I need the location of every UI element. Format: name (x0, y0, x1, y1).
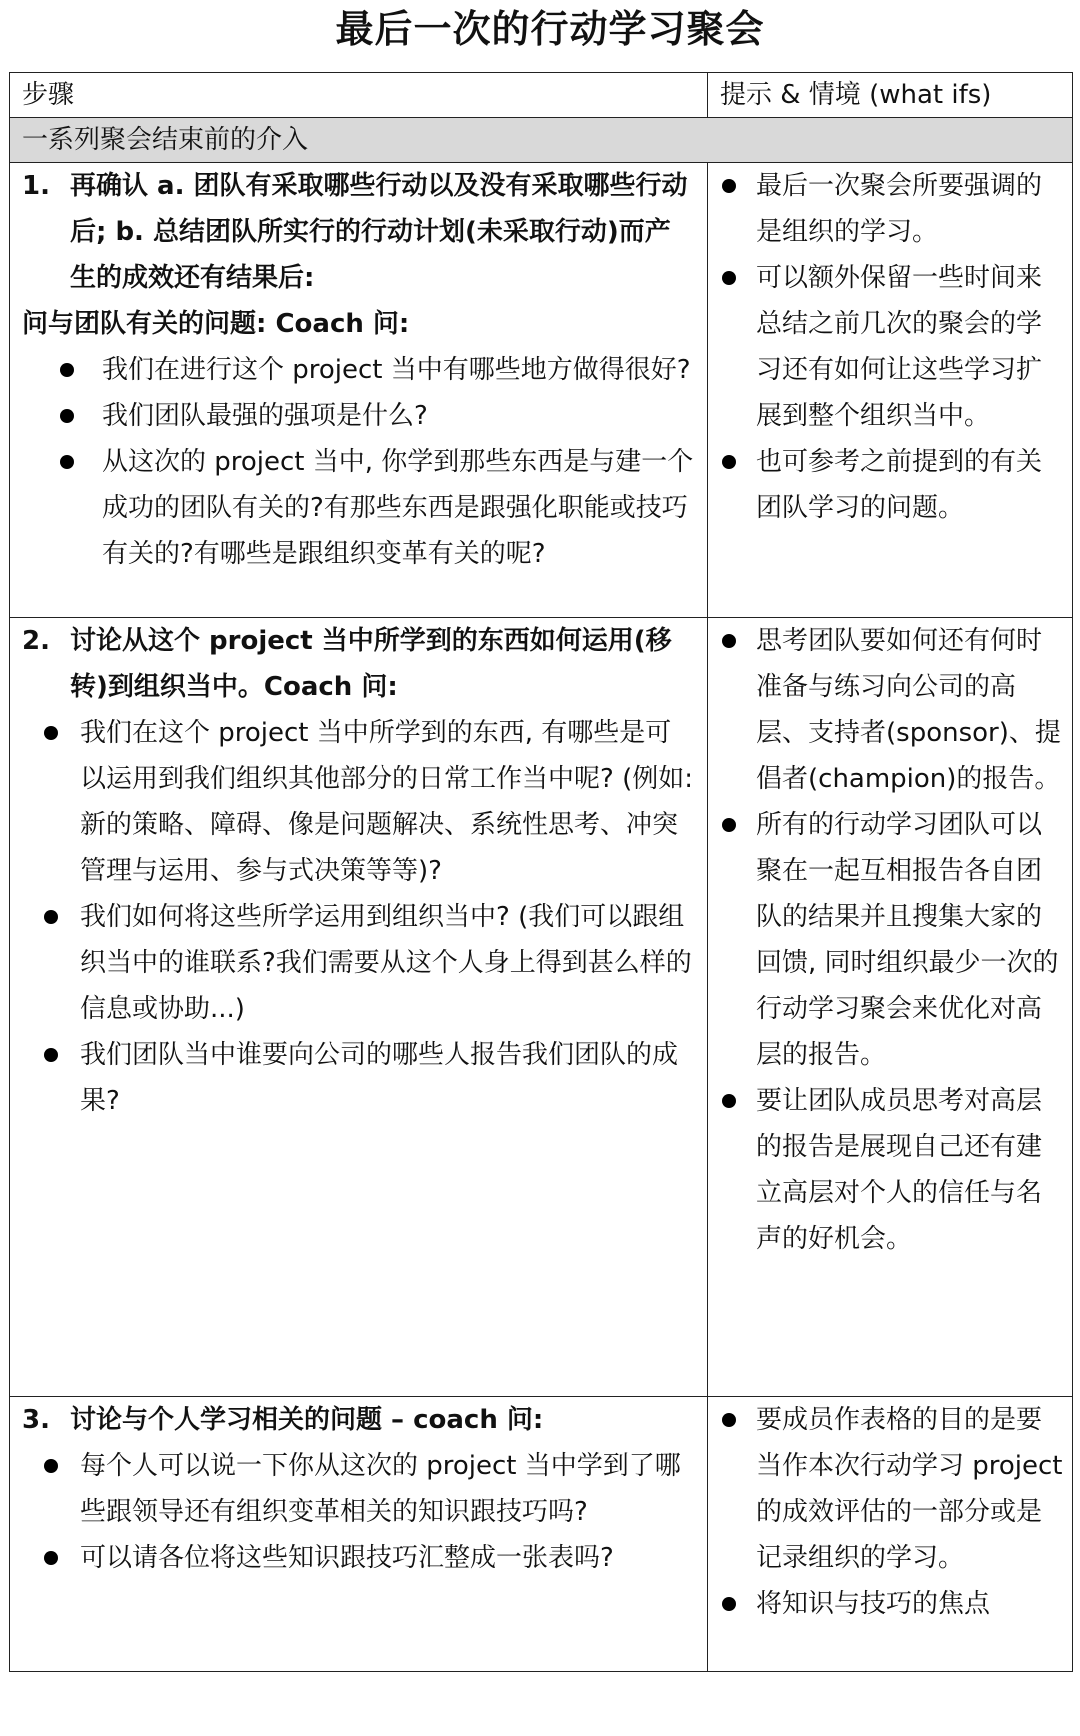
steps-cell (10, 1397, 708, 1672)
step-heading (22, 1397, 695, 1443)
steps-cell (10, 163, 708, 618)
tips-cell (708, 163, 1073, 618)
bullet-icon (60, 409, 74, 423)
table-row (10, 618, 1073, 1397)
list-item: 可以额外保留一些时间来总结之前几次的聚会的学习还有如何让这些学习扩展到整个组织当中。 (722, 255, 1066, 439)
list-item: 要成员作表格的目的是要当作本次行动学习 project 的成效评估的一部分或是记录组织的学习。 (722, 1397, 1066, 1581)
table-row (10, 1397, 1073, 1672)
bullet-icon (60, 455, 74, 469)
list-item: 所有的行动学习团队可以聚在一起互相报告各自团队的结果并且搜集大家的回馈, 同时组织最少一次的行动学习聚会来优化对高层的报告。 (722, 802, 1066, 1078)
bullet-icon (722, 818, 736, 832)
bullet-icon (44, 726, 58, 740)
header-steps: 步骤 (10, 73, 708, 118)
list-item: 我们如何将这些所学运用到组织当中? (我们可以跟组织当中的谁联系?我们需要从这个人身上得到甚么样的信息或协助...) (22, 894, 695, 1032)
table-row (10, 163, 1073, 618)
steps-cell (10, 618, 708, 1397)
step-heading (22, 163, 695, 301)
bullet-icon (722, 1094, 736, 1108)
bullet-icon (44, 1551, 58, 1565)
header-tips: 提示 & 情境 (what ifs) (708, 73, 1073, 118)
section-label: 一系列聚会结束前的介入 (10, 118, 1073, 163)
list-item: 将知识与技巧的焦点 (722, 1581, 1066, 1627)
section-row (10, 118, 1073, 163)
list-item: 最后一次聚会所要强调的是组织的学习。 (722, 163, 1066, 255)
step-number: 3. (22, 1405, 50, 1435)
bullet-icon (44, 1459, 58, 1473)
list-item: 每个人可以说一下你从这次的 project 当中学到了哪些跟领导还有组织变革相关的知识跟技巧吗? (22, 1443, 695, 1535)
step-number: 2. (22, 626, 50, 656)
list-item: 我们在进行这个 project 当中有哪些地方做得很好? (22, 347, 695, 393)
question-list (22, 347, 695, 577)
list-item: 我们团队最强的强项是什么? (22, 393, 695, 439)
bullet-icon (722, 634, 736, 648)
list-item: 思考团队要如何还有何时准备与练习向公司的高层、支持者(sponsor)、提倡者(champion)的报告。 (722, 618, 1066, 802)
step-heading (22, 618, 695, 710)
list-item: 要让团队成员思考对高层的报告是展现自己还有建立高层对个人的信任与名声的好机会。 (722, 1078, 1066, 1262)
question-list (22, 1443, 695, 1581)
bullet-icon (722, 455, 736, 469)
page-title: 最后一次的行动学习聚会 (335, 6, 765, 51)
header-row (10, 73, 1073, 118)
bullet-icon (44, 1048, 58, 1062)
list-item: 可以请各位将这些知识跟技巧汇整成一张表吗? (22, 1535, 695, 1581)
step-number: 1. (22, 171, 50, 201)
step-sublabel: 问与团队有关的问题: Coach 问: (22, 309, 410, 339)
tips-cell (708, 1397, 1073, 1672)
step-text: 讨论与个人学习相关的问题 – coach 问: (70, 1405, 544, 1435)
question-list (22, 710, 695, 1124)
tips-list (722, 618, 1066, 1262)
step-text: 讨论从这个 project 当中所学到的东西如何运用(移转)到组织当中。Coach 问: (70, 626, 672, 702)
bullet-icon (722, 179, 736, 193)
list-item: 也可参考之前提到的有关团队学习的问题。 (722, 439, 1066, 531)
bullet-icon (60, 363, 74, 377)
tips-list (722, 163, 1066, 531)
tips-cell (708, 618, 1073, 1397)
bullet-icon (722, 271, 736, 285)
list-item: 我们在这个 project 当中所学到的东西, 有哪些是可以运用到我们组织其他部分的日常工作当中呢? (例如: 新的策略、障碍、像是问题解决、系统性思考、冲突管理与运用、参与式决策等等)? (22, 710, 695, 894)
list-item: 我们团队当中谁要向公司的哪些人报告我们团队的成果? (22, 1032, 695, 1124)
bullet-icon (44, 910, 58, 924)
action-learning-table (9, 72, 1073, 1672)
bullet-icon (722, 1597, 736, 1611)
step-text: 再确认 a. 团队有采取哪些行动以及没有采取哪些行动后; b. 总结团队所实行的行动计划(未采取行动)而产生的成效还有结果后: (70, 171, 688, 293)
tips-list (722, 1397, 1066, 1627)
bullet-icon (722, 1413, 736, 1427)
list-item: 从这次的 project 当中, 你学到那些东西是与建一个成功的团队有关的?有那些东西是跟强化职能或技巧有关的?有哪些是跟组织变革有关的呢? (22, 439, 695, 577)
